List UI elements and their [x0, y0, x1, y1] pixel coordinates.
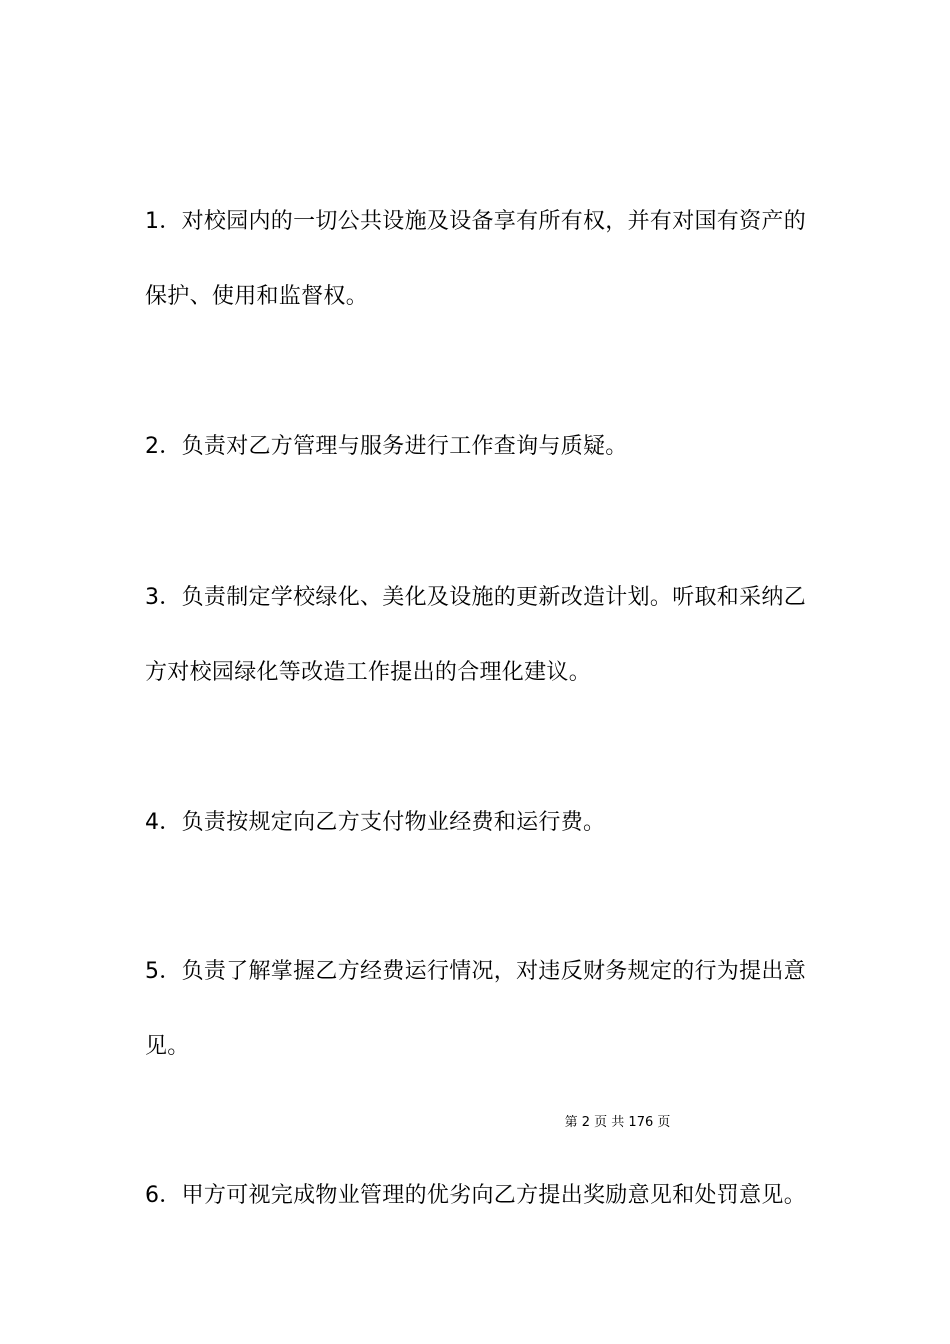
paragraph-line: 3．负责制定学校绿化、美化及设施的更新改造计划。听取和采纳乙 — [145, 585, 806, 610]
paragraph-line: 6．甲方可视完成物业管理的优劣向乙方提出奖励意见和处罚意见。 — [145, 1183, 806, 1208]
paragraph-1 — [145, 184, 815, 334]
paragraph-5 — [145, 934, 815, 1084]
paragraph-line: 保护、使用和监督权。 — [145, 284, 369, 309]
paragraph-line: 见。 — [145, 1034, 190, 1059]
paragraph-2 — [145, 409, 815, 484]
paragraph-4 — [145, 785, 815, 860]
paragraph-line: 2．负责对乙方管理与服务进行工作查询与质疑。 — [145, 434, 628, 459]
paragraph-line: 5．负责了解掌握乙方经费运行情况，对违反财务规定的行为提出意 — [145, 959, 806, 984]
paragraph-3 — [145, 560, 815, 710]
paragraph-line: 1．对校园内的一切公共设施及设备享有所有权，并有对国有资产的 — [145, 209, 806, 234]
paragraph-line: 4．负责按规定向乙方支付物业经费和运行费。 — [145, 810, 606, 835]
paragraph-6 — [145, 1158, 815, 1233]
paragraph-line: 方对校园绿化等改造工作提出的合理化建议。 — [145, 660, 592, 685]
page-number-footer: 第 2 页 共 176 页 — [564, 1115, 671, 1130]
